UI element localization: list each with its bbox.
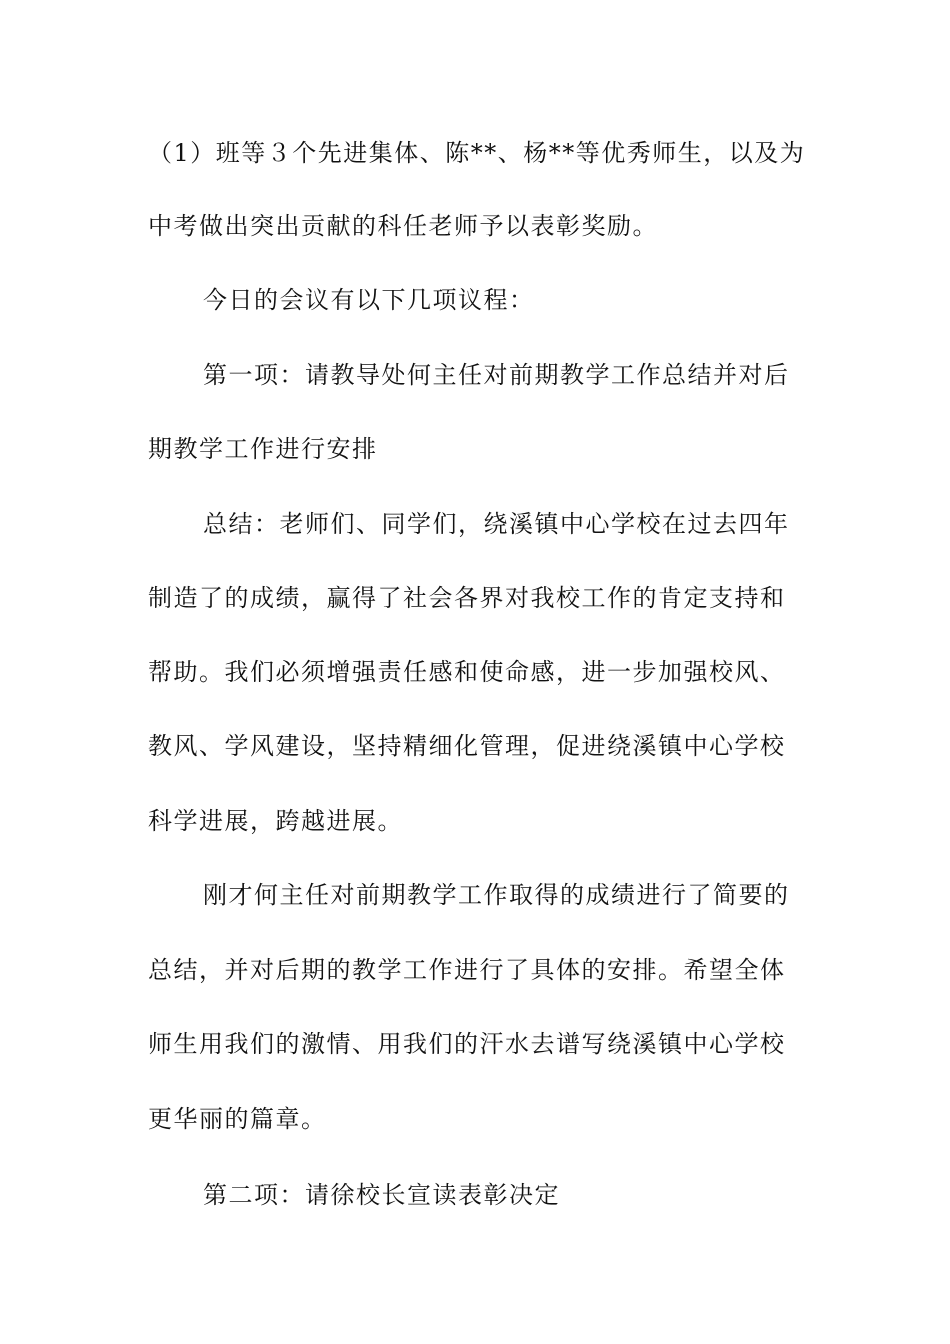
text-line-8: 帮助。我们必须增强责任感和使命感，进一步加强校风、	[148, 658, 786, 686]
text-line-2: 中考做出突出贡献的科任老师予以表彰奖励。	[148, 212, 658, 240]
text-line-9: 教风、学风建设，坚持精细化管理，促进绕溪镇中心学校	[148, 732, 786, 760]
text-line-10: 科学进展，跨越进展。	[148, 807, 403, 835]
text-line-5: 期教学工作进行安排	[148, 435, 378, 463]
text-line-15: 第二项：请徐校长宣读表彰决定	[203, 1181, 560, 1209]
text-line-12: 总结，并对后期的教学工作进行了具体的安排。希望全体	[148, 956, 786, 984]
text-line-6: 总结：老师们、同学们，绕溪镇中心学校在过去四年	[203, 510, 790, 538]
text-line-1: （1）班等３个先进集体、陈**、杨**等优秀师生，以及为	[148, 139, 806, 167]
text-line-13: 师生用我们的激情、用我们的汗水去谱写绕溪镇中心学校	[148, 1030, 786, 1058]
text-line-14: 更华丽的篇章。	[148, 1105, 327, 1133]
text-line-4: 第一项：请教导处何主任对前期教学工作总结并对后	[203, 361, 790, 389]
text-line-3: 今日的会议有以下几项议程：	[203, 286, 535, 314]
text-line-11: 刚才何主任对前期教学工作取得的成绩进行了简要的	[203, 881, 790, 909]
text-line-7: 制造了的成绩，赢得了社会各界对我校工作的肯定支持和	[148, 584, 786, 612]
